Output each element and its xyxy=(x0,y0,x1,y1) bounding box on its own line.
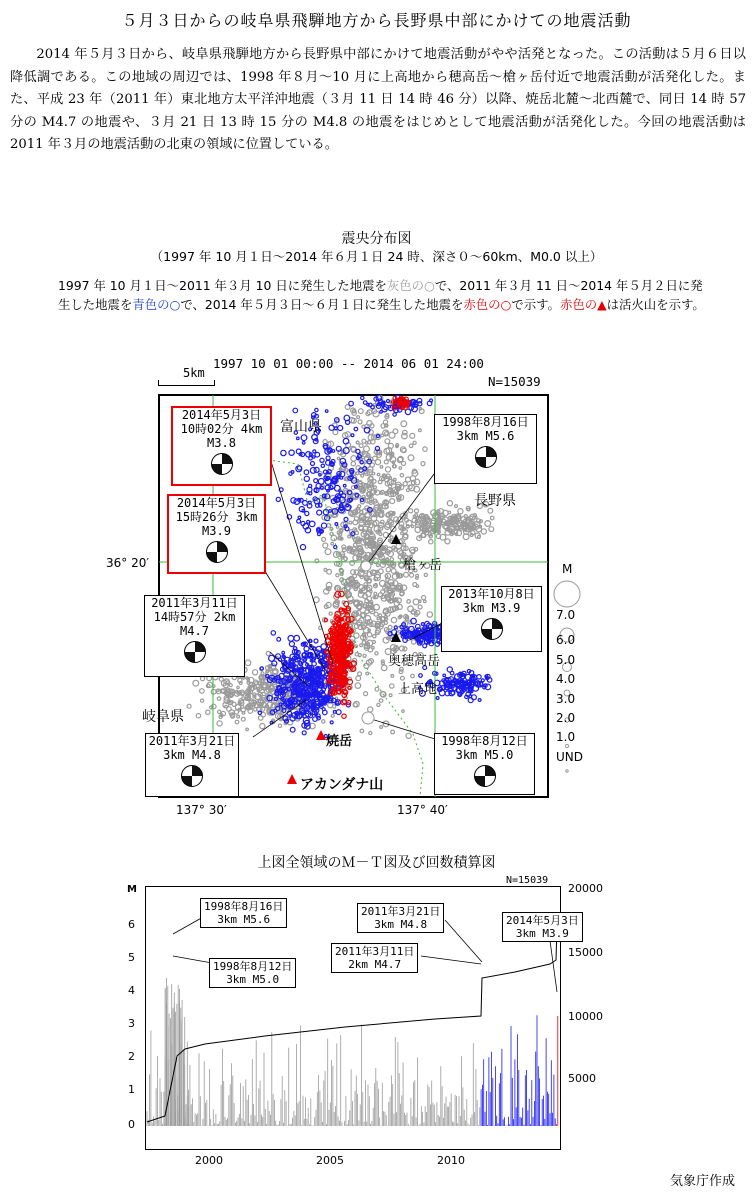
focal-mechanism-icon xyxy=(481,618,503,640)
place-yake: 焼岳 xyxy=(326,734,353,749)
lon-label-1: 137° 30′ xyxy=(176,803,227,817)
legend-text: で、2014 年５月３日～６月１日に発生した地震を xyxy=(180,297,464,312)
legend-text: は活火山を示す。 xyxy=(606,297,705,312)
lon-label-2: 137° 40′ xyxy=(397,803,448,817)
focal-mechanism-icon xyxy=(181,765,203,787)
focal-mechanism-icon xyxy=(475,446,497,468)
map-title: 震央分布図 xyxy=(341,231,412,247)
place-gifu: 岐阜県 xyxy=(142,709,184,725)
mt-year-ticks: 2000 2005 2010 xyxy=(195,1154,465,1167)
legend-red: 赤色の○ xyxy=(463,297,512,312)
mt-m-ticks: 6 5 4 3 2 1 0 xyxy=(128,918,135,1131)
mt-count: N=15039 xyxy=(506,875,549,886)
legend-gray: 灰色の○ xyxy=(386,278,435,293)
focal-mechanism-icon xyxy=(474,765,496,787)
place-hotaka: 奥穂高岳 xyxy=(388,654,441,669)
callout-2014-05-03-b: 2014年5月3日 15時26分 3km M3.9 xyxy=(167,494,266,574)
legend-text: で、2011 年３月 11 日～2014 年５月２日に発生した地震を xyxy=(58,278,703,312)
place-nagano: 長野県 xyxy=(474,493,516,509)
place-kamikochi: 上高地 xyxy=(398,682,438,697)
map-count: N=15039 xyxy=(488,374,541,389)
mag-legend-labels: 7.0 6.0 5.0 4.0 3.0 2.0 1.0 UND xyxy=(556,608,583,764)
mt-callout-2014-05-03: 2014年5月3日 3km M3.9 xyxy=(502,912,583,942)
legend-text: 1997 年 10 月１日～2011 年３月 10 日に発生した地震を xyxy=(58,278,387,293)
credit: 気象庁作成 xyxy=(670,1174,736,1189)
mt-callout-2011-03-21: 2011年3月21日 3km M4.8 xyxy=(357,903,444,933)
legend-text: で示す。 xyxy=(511,297,560,312)
place-akandana: アカンダナ山 xyxy=(300,777,384,793)
lat-label: 36° 20′ xyxy=(106,556,150,570)
mt-title: 上図全領域のＭ－Ｔ図及び回数積算図 xyxy=(257,855,496,871)
map-subtitle: （1997 年 10 月１日～2014 年６月１日 24 時、深さ０～60km、M0.0 以上） xyxy=(150,249,603,264)
mt-n-ticks: 20000 15000 10000 5000 xyxy=(568,882,603,1085)
focal-mechanism-icon xyxy=(184,641,206,663)
map-scale-bar xyxy=(158,380,215,386)
callout-1998-08-12: 1998年8月12日 3km M5.0 xyxy=(434,733,535,795)
callout-2011-03-11: 2011年3月11日 14時57分 2km M4.7 xyxy=(144,595,245,677)
legend-volcano: 赤色の▲ xyxy=(559,297,607,312)
callout-2011-03-21: 2011年3月21日 3km M4.8 xyxy=(145,733,239,797)
mt-callout-2011-03-11: 2011年3月11日 2km M4.7 xyxy=(331,943,418,973)
callout-1998-08-16: 1998年8月16日 3km M5.6 xyxy=(434,414,537,484)
map-scale-label: 5km xyxy=(183,366,205,380)
place-toyama: 富山県 xyxy=(280,419,322,435)
legend-blue: 青色の○ xyxy=(132,297,181,312)
callout-2014-05-03-a: 2014年5月3日 10時02分 4km M3.8 xyxy=(171,406,272,486)
mt-callout-1998-08-12: 1998年8月12日 3km M5.0 xyxy=(209,958,296,988)
mag-legend-title: M xyxy=(562,562,573,576)
focal-mechanism-icon xyxy=(211,453,233,475)
map-legend-text xyxy=(58,276,708,314)
mt-callout-1998-08-16: 1998年8月16日 3km M5.6 xyxy=(200,898,287,928)
focal-mechanism-icon xyxy=(206,541,228,563)
description-paragraph: 2014 年５月３日から、岐阜県飛騨地方から長野県中部にかけて地震活動がやや活発となった。この活動は５月６日以降低調である。この地域の周辺では、1998 年８月～10 月に上高地から穂高岳～槍ヶ岳付近で地震活動が活発化した。また、平成 23 年（2011 年）東北地方太平洋沖地震（３月 11 日 14 時 46 分）以降、焼岳北麓～北西麓で、同日 14 時 57 分の M4.7 の地震や、３月 21 日 13 時 15 分の M4.8 の地震をはじめとして地震活動が活発化した。今回の地震活動は 2011 年３月の地震活動の北東の領域に位置している。 xyxy=(10,47,746,152)
map-period-header: 1997 10 01 00:00 -- 2014 06 01 24:00 xyxy=(213,356,484,371)
callout-2013-10-08: 2013年10月8日 3km M3.9 xyxy=(441,586,542,652)
place-yari: 槍ヶ岳 xyxy=(403,558,443,573)
mt-m-axis-title: M xyxy=(127,884,137,895)
page-title: ５月３日からの岐阜県飛騨地方から長野県中部にかけての地震活動 xyxy=(121,11,632,30)
